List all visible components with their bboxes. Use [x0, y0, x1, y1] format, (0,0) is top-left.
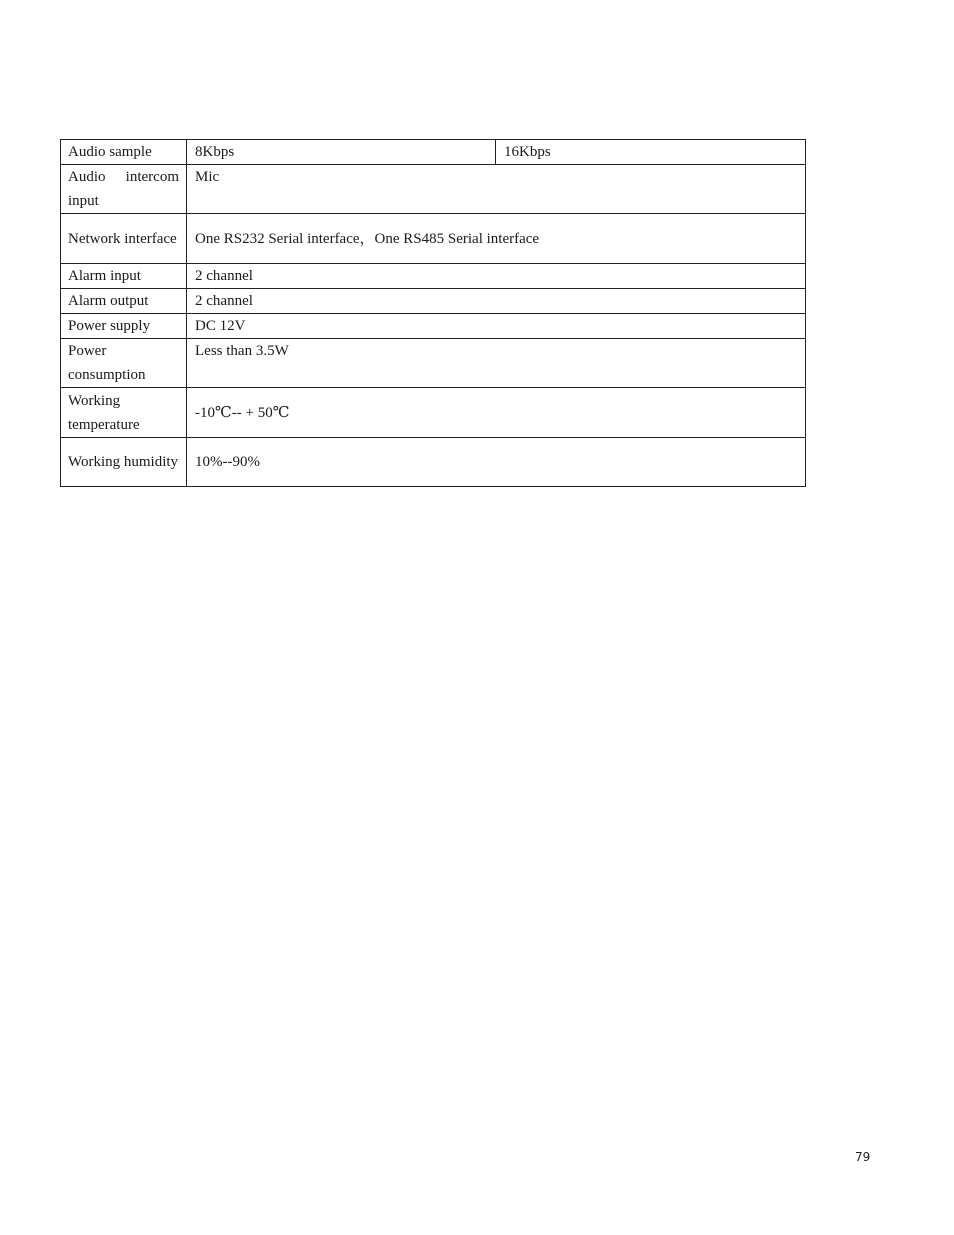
row-value: 2 channel — [187, 289, 806, 314]
row-label: Alarm input — [61, 264, 187, 289]
table-row-network-interface — [61, 214, 806, 264]
row-label: Alarm output — [61, 289, 187, 314]
row-label: Power supply — [61, 314, 187, 339]
table-row-power-supply — [61, 314, 806, 339]
row-value-16kbps: 16Kbps — [496, 140, 806, 165]
table-row-working-temperature — [61, 388, 806, 438]
row-value: One RS232 Serial interface，One RS485 Serial interface — [187, 214, 806, 264]
table-row-working-humidity — [61, 438, 806, 487]
row-value: DC 12V — [187, 314, 806, 339]
spec-table — [60, 139, 806, 487]
row-label: Network interface — [61, 214, 187, 264]
row-label: Working humidity — [61, 438, 187, 487]
row-value: -10℃-- + 50℃ — [187, 388, 806, 438]
row-value: 10%--90% — [187, 438, 806, 487]
page-number: 79 — [855, 1150, 871, 1164]
row-value: Mic — [187, 165, 806, 214]
row-label: Audio sample — [61, 140, 187, 165]
table-row-power-consumption — [61, 339, 806, 388]
row-value: Less than 3.5W — [187, 339, 806, 388]
table-row-audio-intercom-input — [61, 165, 806, 214]
row-label: Audio intercom input — [61, 165, 187, 214]
table-row-alarm-output — [61, 289, 806, 314]
row-value: 2 channel — [187, 264, 806, 289]
table-row-alarm-input — [61, 264, 806, 289]
row-label: Power consumption — [61, 339, 187, 388]
table-row-audio-sample — [61, 140, 806, 165]
row-label: Working temperature — [61, 388, 187, 438]
row-value-8kbps: 8Kbps — [187, 140, 496, 165]
